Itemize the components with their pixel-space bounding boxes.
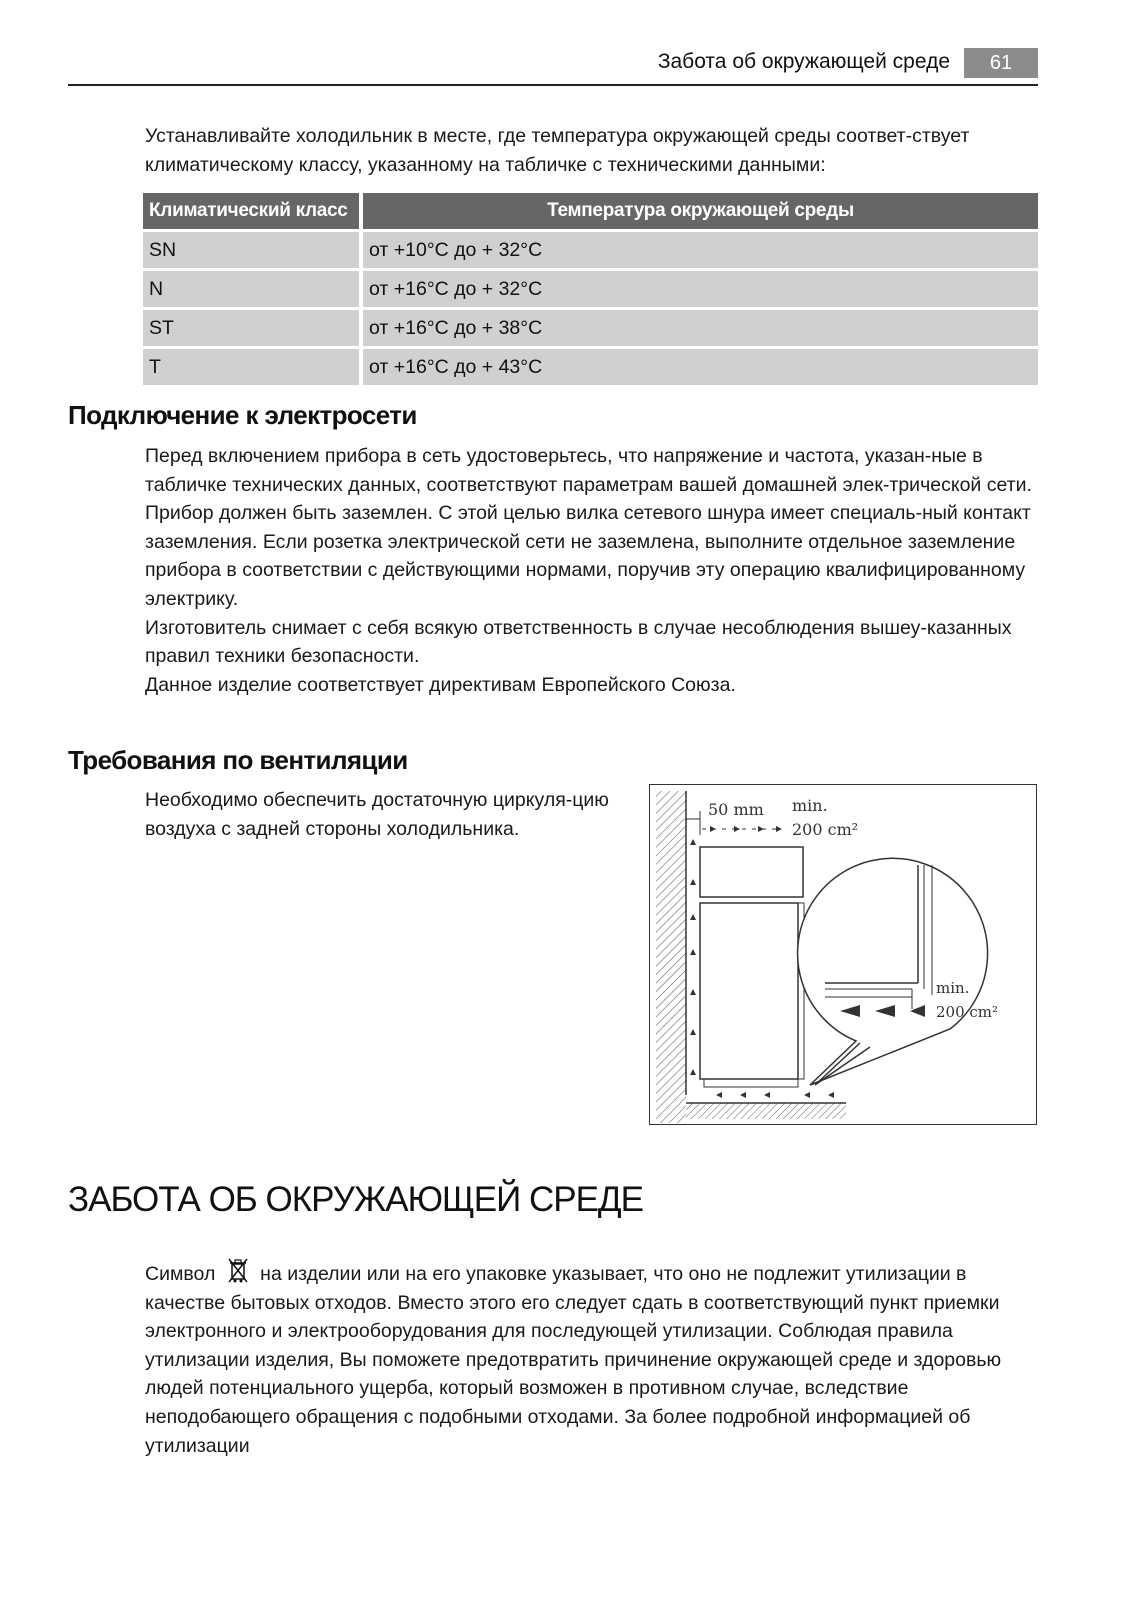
plinth	[704, 1079, 798, 1087]
floor-hatch	[686, 1103, 846, 1119]
table-row	[143, 310, 1038, 346]
ventilation-text-block	[145, 786, 635, 843]
arrow-left-icon	[716, 1092, 722, 1098]
electrical-text	[145, 442, 1040, 699]
arrow-left-icon	[828, 1092, 834, 1098]
fridge-body	[700, 903, 798, 1079]
arrow-up-icon	[690, 949, 696, 955]
table-row	[143, 271, 1038, 307]
ventilation-diagram	[649, 784, 1037, 1125]
climate-class-table	[143, 190, 1038, 388]
top-cabinet	[700, 847, 803, 897]
cell-range: от +10°C до + 32°C	[363, 232, 1038, 268]
arrow-up-icon	[690, 879, 696, 885]
arrow-up-icon	[690, 1029, 696, 1035]
intro-text: Устанавливайте холодильник в месте, где температура окружающей среды соответ-ствует климатическому классу, указанному на табличке с техническими данными:	[145, 125, 970, 176]
ventilation-diagram-svg	[650, 785, 1035, 1123]
top-area-label: 200 cm²	[792, 820, 859, 839]
arrow-up-icon	[690, 989, 696, 995]
zoom-min-label: min.	[936, 979, 970, 997]
crossed-out-bin-icon	[227, 1258, 249, 1284]
cell-class: SN	[143, 232, 363, 268]
cell-class: T	[143, 349, 363, 385]
page-number: 61	[964, 48, 1038, 78]
electrical-paragraph-1: Перед включением прибора в сеть удостоверьтесь, что напряжение и частота, указан-ные в табличке технических данных, соответствуют параметрам вашей домашней элек-трической сети.	[145, 445, 1032, 496]
arrow-up-icon	[690, 1069, 696, 1075]
cell-range: от +16°C до + 32°C	[363, 271, 1038, 307]
column-header-temperature: Температура окружающей среды	[363, 193, 1038, 229]
electrical-paragraph-2: Прибор должен быть заземлен. С этой целью вилка сетевого шнура имеет специаль-ный контакт заземления. Если розетка электрической сети не заземлена, выполните отдельное заземление прибора в соответствии с действующими нормами, поручив эту операцию квалифицированному электрику.	[145, 502, 1031, 610]
arrow-right-icon	[710, 826, 716, 832]
cell-class: N	[143, 271, 363, 307]
zoom-area-label: 200 cm²	[936, 1003, 999, 1021]
arrow-right-icon	[758, 826, 764, 832]
electrical-paragraph-3: Изготовитель снимает с себя всякую ответственность в случае несоблюдения вышеу-казанных правил техники безопасности.	[145, 616, 1012, 668]
arrow-left-icon	[804, 1092, 810, 1098]
arrow-left-icon	[764, 1092, 770, 1098]
header-title: Забота об окружающей среде	[657, 50, 950, 73]
environment-paragraph	[145, 1258, 1040, 1460]
table-row	[143, 232, 1038, 268]
column-header-class: Климатический класс	[143, 193, 363, 229]
ventilation-text: Необходимо обеспечить достаточную циркуля-цию воздуха с задней стороны холодильника.	[145, 789, 609, 840]
zoom-callout	[798, 858, 988, 1085]
cell-range: от +16°C до + 43°C	[363, 349, 1038, 385]
arrow-right-icon	[776, 826, 782, 832]
top-min-label: min.	[792, 796, 828, 815]
gap-label: 50 mm	[708, 800, 764, 819]
intro-paragraph	[145, 122, 1040, 179]
electrical-paragraph-4: Данное изделие соответствует директивам Европейского Союза.	[145, 673, 736, 696]
arrow-up-icon	[690, 839, 696, 845]
page-header	[68, 44, 1038, 86]
ventilation-heading: Требования по вентиляции	[68, 745, 408, 775]
table-row	[143, 349, 1038, 385]
arrow-left-icon	[740, 1092, 746, 1098]
wall-hatch	[656, 791, 686, 1123]
cell-range: от +16°C до + 38°C	[363, 310, 1038, 346]
environment-text-block	[145, 1258, 1040, 1460]
arrow-up-icon	[690, 914, 696, 920]
electrical-heading: Подключение к электросети	[68, 400, 417, 430]
arrow-right-icon	[734, 826, 740, 832]
cell-class: ST	[143, 310, 363, 346]
symbol-word: Символ	[145, 1263, 216, 1285]
environment-text: на изделии или на его упаковке указывает, что оно не подлежит утилизации в качестве бытовых отходов. Вместо этого его следует сдать в соответствующий пункт приемки электронного и электрооборудования для последующей утилизации. Соблюдая правила утилизации изделия, Вы поможете предотвратить причинение окружающей среде и здоровью людей потенциального ущерба, который возможен в противном случае, вследствие неподобающего обращения с подобными отходами. За более подробной информацией об утилизации	[145, 1263, 1002, 1457]
environment-heading: ЗАБОТА ОБ ОКРУЖАЮЩЕЙ СРЕДЕ	[68, 1180, 643, 1219]
table-header-row	[143, 193, 1038, 229]
